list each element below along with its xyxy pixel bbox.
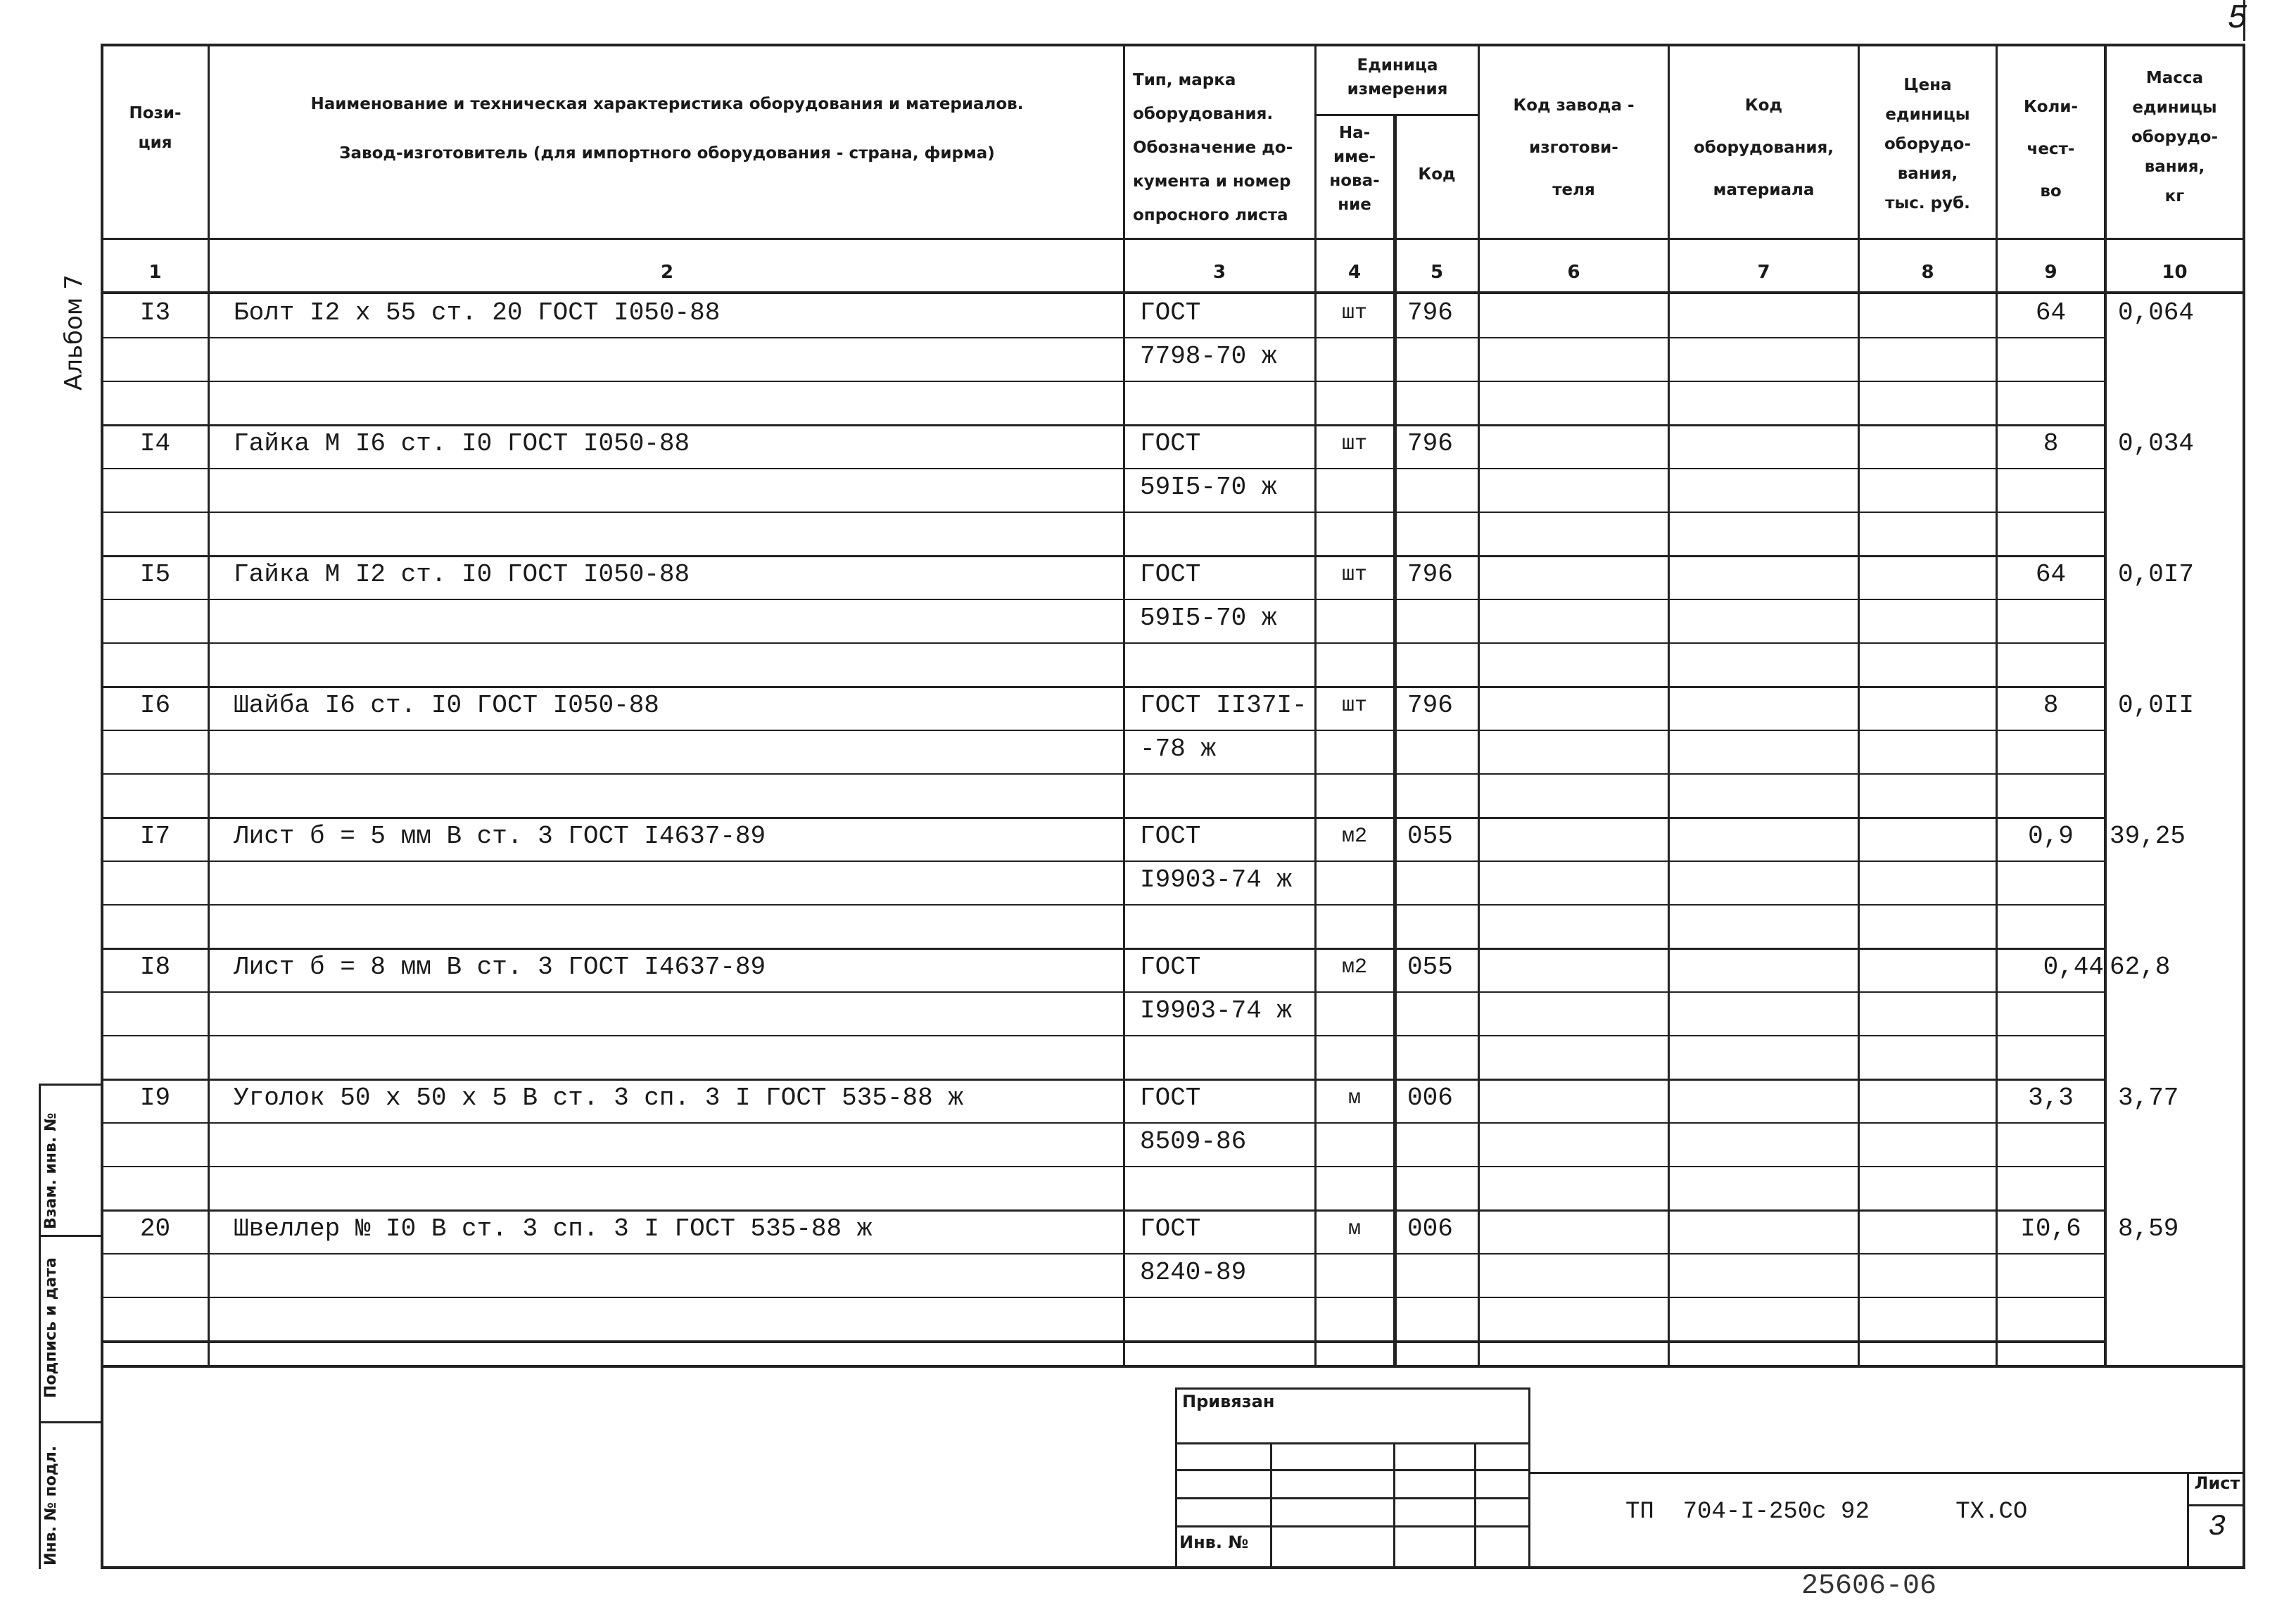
row6-doc1: ГОСТ	[1140, 953, 1201, 982]
header-unit-group: Единица измерения	[1347, 56, 1448, 99]
col-line	[1478, 44, 1480, 1366]
header-unit-code: Код	[1418, 165, 1456, 184]
frame-right	[2243, 44, 2245, 1569]
header-factory-code: Код завода - изготови- теля	[1513, 96, 1635, 199]
row6-doc2: I9903-74 ж	[1140, 996, 1293, 1025]
row7-name: Уголок 50 х 50 х 5 В ст. 3 сп. 3 I ГОСТ 535-88 ж	[234, 1084, 963, 1112]
header-pos: Пози- ция	[129, 104, 182, 152]
colnum-6: 6	[1567, 262, 1580, 283]
row-line	[101, 381, 2107, 382]
row4-mass: 0,0II	[2118, 691, 2195, 720]
stamp-line	[39, 1084, 102, 1086]
privyazan-line	[1528, 1387, 1530, 1568]
privyazan-line	[1175, 1469, 1530, 1471]
row1-doc2: 7798-70 ж	[1140, 342, 1277, 371]
row3-name: Гайка М I2 ст. I0 ГОСТ I050-88	[234, 560, 690, 589]
row4-pos: I6	[139, 691, 171, 720]
row6-pos: I8	[139, 953, 171, 982]
stamp-border	[39, 1084, 41, 1569]
frame-top	[101, 44, 2245, 46]
row8-doc2: 8240-89	[1140, 1258, 1247, 1287]
row1-mass: 0,064	[2118, 298, 2195, 327]
row-line	[101, 904, 2107, 906]
header-equipment-code: Код оборудования, материала	[1693, 96, 1834, 199]
row2-pos: I4	[139, 429, 171, 458]
row-line	[101, 337, 2107, 338]
row4-code: 796	[1407, 691, 1453, 720]
row-line	[101, 1253, 2107, 1255]
colnum-3: 3	[1212, 262, 1226, 283]
row8-qty: I0,6	[2020, 1214, 2081, 1243]
row6-mass: 62,8	[2110, 953, 2171, 982]
colnum-2: 2	[660, 262, 674, 283]
colnum-5: 5	[1430, 262, 1444, 283]
header-bottom	[101, 238, 2245, 240]
row2-doc1: ГОСТ	[1140, 429, 1201, 458]
row3-code: 796	[1407, 560, 1453, 589]
header-name-line1: Наименование и техническая характеристика оборудования и материалов.	[310, 95, 1024, 113]
row-line	[101, 424, 2107, 426]
stamp-line	[39, 1235, 102, 1237]
row5-code: 055	[1407, 822, 1453, 851]
row1-code: 796	[1407, 298, 1453, 327]
privyazan-line	[1474, 1442, 1476, 1568]
row4-doc1: ГОСТ II37I-	[1140, 691, 1307, 720]
row4-qty: 8	[2043, 691, 2059, 720]
col-line	[208, 44, 210, 1366]
row3-qty: 64	[2035, 560, 2067, 589]
row3-unit: шт	[1341, 563, 1367, 587]
row8-pos: 20	[139, 1214, 171, 1243]
row5-pos: I7	[139, 822, 171, 851]
header-name-line2: Завод-изготовитель (для импортного оборудования - страна, фирма)	[339, 144, 995, 163]
row-line	[101, 1166, 2107, 1167]
privyazan-label: Привязан	[1182, 1392, 1275, 1411]
stamp-inv: Инв. № подл.	[42, 1445, 60, 1565]
row-line	[101, 512, 2107, 513]
title-block-line	[1530, 1472, 2245, 1474]
row3-mass: 0,0I7	[2118, 560, 2195, 589]
row7-mass: 3,77	[2118, 1084, 2179, 1112]
header-type: Тип, марка оборудования. Обозначение до- кумента и номер опросного листа	[1133, 71, 1293, 224]
colnum-8: 8	[1921, 262, 1934, 283]
privyazan-line	[1175, 1525, 1530, 1527]
privyazan-line	[1175, 1387, 1530, 1390]
stamp-podpis: Подпись и дата	[42, 1257, 60, 1398]
colnum-7: 7	[1757, 262, 1770, 283]
row5-doc1: ГОСТ	[1140, 822, 1201, 851]
row8-unit: м	[1347, 1217, 1361, 1241]
row1-name: Болт I2 х 55 ст. 20 ГОСТ I050-88	[234, 298, 721, 327]
row8-mass: 8,59	[2118, 1214, 2179, 1243]
row6-unit: м2	[1341, 955, 1367, 979]
row1-doc1: ГОСТ	[1140, 298, 1201, 327]
sheet-label: Лист	[2194, 1473, 2240, 1493]
row3-doc2: 59I5-70 ж	[1140, 604, 1277, 633]
row6-code: 055	[1407, 953, 1453, 982]
row2-mass: 0,034	[2118, 429, 2195, 458]
row7-doc1: ГОСТ	[1140, 1084, 1201, 1112]
privyazan-line	[1393, 1442, 1395, 1568]
row-line	[101, 686, 2107, 688]
row-line	[101, 1297, 2107, 1298]
colnum-bottom	[101, 291, 2245, 294]
row-line	[101, 468, 2107, 469]
privyazan-line	[1175, 1387, 1177, 1568]
colnum-4: 4	[1347, 262, 1362, 283]
stamp-line	[39, 1421, 102, 1423]
title-block-line	[2187, 1504, 2245, 1506]
row-line	[101, 991, 2107, 993]
row1-unit: шт	[1341, 301, 1367, 325]
bottom-stamp: 25606-06	[1801, 1570, 1937, 1602]
row8-doc1: ГОСТ	[1140, 1214, 1201, 1243]
row7-doc2: 8509-86	[1140, 1127, 1247, 1156]
document-code: ТП 704-I-250с 92 ТХ.СО	[1625, 1499, 2028, 1525]
privyazan-line	[1270, 1442, 1272, 1568]
row7-qty: 3,3	[2028, 1084, 2074, 1112]
col-line	[1123, 44, 1125, 1366]
row7-pos: I9	[139, 1084, 171, 1112]
row2-code: 796	[1407, 429, 1453, 458]
page-number-top: 5	[2227, 0, 2248, 38]
stamp-vzam: Взам. инв. №	[42, 1112, 60, 1229]
colnum-10: 10	[2162, 262, 2188, 283]
sheet-number: 3	[2208, 1510, 2226, 1544]
row4-unit: шт	[1341, 694, 1367, 718]
row5-unit: м2	[1341, 825, 1367, 849]
header-price: Цена единицы оборудо- вания, тыс. руб.	[1884, 76, 1972, 212]
inv-no-label: Инв. №	[1179, 1532, 1249, 1552]
row-line	[101, 773, 2107, 775]
unit-group-divider	[1314, 114, 1480, 116]
row-line	[101, 860, 2107, 862]
row7-code: 006	[1407, 1084, 1453, 1112]
row-line	[101, 599, 2107, 600]
row3-doc1: ГОСТ	[1140, 560, 1201, 589]
row2-unit: шт	[1341, 432, 1367, 456]
row4-doc2: -78 ж	[1140, 735, 1217, 763]
row1-pos: I3	[139, 298, 171, 327]
row2-qty: 8	[2043, 429, 2059, 458]
privyazan-line	[1175, 1442, 1530, 1444]
row6-name: Лист б = 8 мм В ст. 3 ГОСТ I4637-89	[234, 953, 766, 982]
row-line	[101, 1122, 2107, 1124]
row2-doc2: 59I5-70 ж	[1140, 473, 1277, 502]
colnum-9: 9	[2044, 262, 2057, 283]
col-line	[1393, 114, 1397, 1366]
row5-doc2: I9903-74 ж	[1140, 865, 1293, 894]
col-line	[2104, 44, 2107, 1366]
header-mass: Масса единицы оборудо- вания, кг	[2131, 69, 2219, 205]
row-line	[101, 1079, 2107, 1081]
row7-unit: м	[1347, 1086, 1361, 1110]
header-qty: Коли- чест- во	[2023, 98, 2079, 201]
row1-qty: 64	[2035, 298, 2067, 327]
row-line	[101, 817, 2107, 819]
row-line	[101, 1209, 2107, 1212]
row5-mass: 39,25	[2110, 822, 2186, 851]
row2-name: Гайка М I6 ст. I0 ГОСТ I050-88	[234, 429, 690, 458]
privyazan-line	[1175, 1497, 1530, 1499]
table-end	[101, 1365, 2245, 1368]
row4-name: Шайба I6 ст. I0 ГОСТ I050-88	[234, 691, 659, 720]
colnum-1: 1	[148, 262, 162, 283]
row-line	[101, 555, 2107, 557]
album-label: Альбом 7	[60, 274, 88, 390]
row8-name: Швеллер № I0 В ст. 3 сп. 3 I ГОСТ 535-88 ж	[234, 1214, 873, 1243]
row6-qty: 0,44	[2043, 953, 2104, 982]
row-line	[101, 948, 2107, 950]
row-line	[101, 1035, 2107, 1036]
row5-qty: 0,9	[2028, 822, 2074, 851]
row3-pos: I5	[139, 560, 171, 589]
title-block-line	[2187, 1472, 2189, 1568]
row-line	[101, 642, 2107, 644]
row8-code: 006	[1407, 1214, 1453, 1243]
row-line	[101, 730, 2107, 731]
row5-name: Лист б = 5 мм В ст. 3 ГОСТ I4637-89	[234, 822, 766, 851]
col-line	[1668, 44, 1670, 1366]
table-bottom	[101, 1340, 2107, 1343]
frame-bottom	[101, 1566, 2245, 1569]
header-unit-name: На- име- нова- ние	[1329, 124, 1380, 214]
col-line	[1858, 44, 1860, 1366]
